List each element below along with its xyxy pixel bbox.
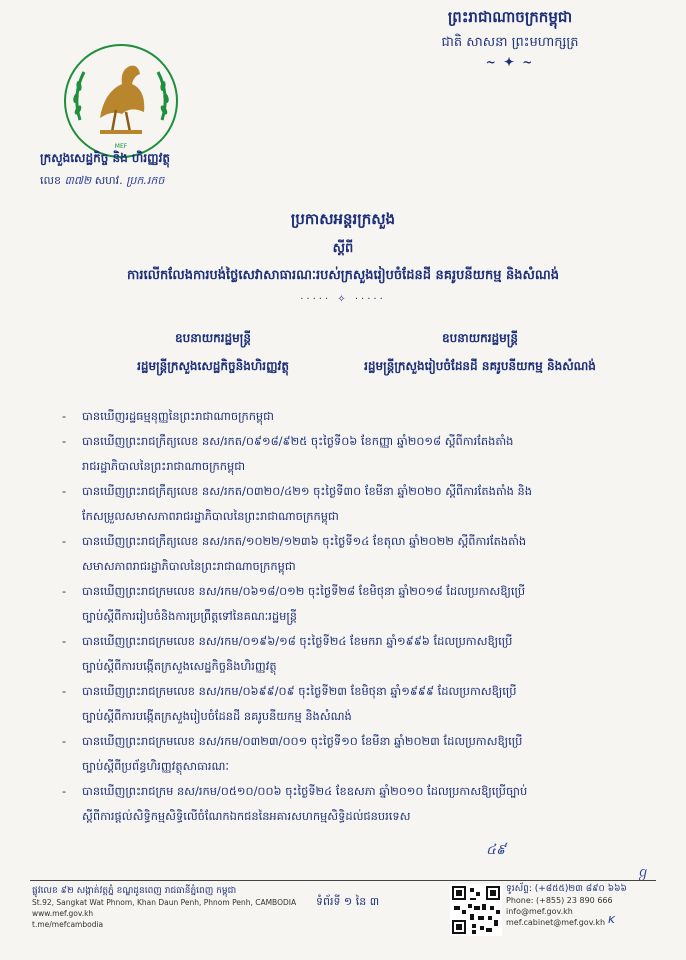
list-item-line: - បានឃើញព្រះរាជក្រមលេខ នស/រកម/០៦១៨/០១២ ចុះថ្ងៃទី២៨ ខែមិថុនា ឆ្នាំ២០១៨ ដែលប្រកាសឱ្យប្រើ bbox=[82, 584, 526, 598]
list-item bbox=[58, 479, 658, 529]
phone-kh: ទូរស័ព្ទ: (+៨៥៥)២៣ ៨៩០ ៦៦៦ bbox=[506, 884, 627, 894]
list-item bbox=[58, 404, 658, 429]
signer-left-title: រដ្ឋមន្ត្រីក្រសួងសេដ្ឋកិច្ចនិងហិរញ្ញវត្ថុ bbox=[137, 359, 289, 373]
footer-contact bbox=[506, 884, 676, 928]
list-item-line: - បានឃើញព្រះរាជក្រមលេខ នស/រកម/០៦៩៩/០៩ ចុះថ្ងៃទី២៣ ខែមិថុនា ឆ្នាំ១៩៩៩ ដែលប្រកាសឱ្យប្រើ bbox=[82, 684, 517, 698]
phone-en: Phone: (+855) 23 890 666 bbox=[506, 896, 613, 905]
title-block bbox=[0, 210, 686, 305]
svg-text:MEF: MEF bbox=[114, 143, 128, 150]
ministry-name: ក្រសួងសេដ្ឋកិច្ច និង ហិរញ្ញវត្ថុ bbox=[40, 151, 170, 165]
list-item bbox=[58, 679, 658, 729]
list-item-line: - បានឃើញព្រះរាជក្រម នស/រកម/០៥១០/០០៦ ចុះថ្ងៃទី២៤ ខែឧសភា ឆ្នាំ២០១០ ដែលប្រកាសឱ្យប្រើច្បាប់ bbox=[82, 784, 528, 798]
ministry-logo bbox=[60, 40, 182, 162]
list-item-line: រាជរដ្ឋាភិបាលនៃព្រះរាជាណាចក្រកម្ពុជា bbox=[82, 459, 246, 473]
email-cabinet-link[interactable]: mef.cabinet@mef.gov.kh bbox=[506, 918, 606, 927]
list-item bbox=[58, 629, 658, 679]
ref-label: លេខ bbox=[40, 174, 61, 187]
list-item bbox=[58, 429, 658, 479]
list-item bbox=[58, 779, 658, 829]
address-kh: ផ្លូវលេខ ៩២ សង្កាត់វត្តភ្នំ ខណ្ឌដូនពេញ រាជធានីភ្នំពេញ កម្ពុជា bbox=[32, 886, 237, 896]
header-ornament: ~ ✦ ~ bbox=[485, 55, 535, 69]
list-item-line: - បានឃើញព្រះរាជក្រមលេខ នស/រកម/០១៩៦/១៨ ចុះថ្ងៃទី២៤ ខែមករា ឆ្នាំ១៩៩៦ ដែលប្រកាសឱ្យប្រើ bbox=[82, 634, 513, 648]
ref-handwritten: ប្រក.រកច bbox=[126, 174, 165, 187]
signer-right-title: រដ្ឋមន្ត្រីក្រសួងរៀបចំដែនដី នគរូបនីយកម្ម និងសំណង់ bbox=[364, 359, 596, 373]
list-item-line: ច្បាប់ស្តីពីការបង្កើតក្រសួងសេដ្ឋកិច្ចនិងហិរញ្ញវត្ថុ bbox=[82, 659, 277, 673]
kingdom-header bbox=[360, 8, 660, 69]
list-item-line: ច្បាប់ស្តីពីការរៀបចំនិងការប្រព្រឹត្តទៅនៃគណៈរដ្ឋមន្ត្រី bbox=[82, 609, 297, 623]
document-about: ស្តីពី bbox=[332, 241, 354, 256]
document-type: ប្រកាសអន្តរក្រសួង bbox=[290, 210, 396, 228]
telegram-link[interactable]: t.me/mefcambodia bbox=[32, 920, 104, 929]
initial-signature-1: ៤៩ bbox=[486, 842, 506, 858]
title-ornament: ····· ✧ ····· bbox=[300, 294, 386, 305]
list-item-line: - បានឃើញព្រះរាជក្រឹត្យលេខ នស/រកត/១០២២/១២៣៦ ចុះថ្ងៃទី១៤ ខែតុលា ឆ្នាំ២០២២ ស្តីពីការតែងតាំង bbox=[82, 534, 527, 548]
list-item-line: - បានឃើញព្រះរាជក្រឹត្យលេខ នស/រកត/០៣២០/៤២១ ចុះថ្ងៃទី៣០ ខែមីនា ឆ្នាំ២០២០ ស្តីពីការតែងតាំង និង bbox=[82, 484, 532, 498]
considerations-list bbox=[58, 404, 658, 829]
list-item-line: - បានឃើញព្រះរាជក្រឹត្យលេខ នស/រកត/០៩១៨/៩២៥ ចុះថ្ងៃទី០៦ ខែកញ្ញា ឆ្នាំ២០១៨ ស្តីពីការតែងតាំង bbox=[82, 434, 514, 448]
page-number: ទំព័រទី ១ នៃ ៣ bbox=[316, 895, 380, 908]
list-item-line: កែសម្រួលសមាសភាពរាជរដ្ឋាភិបាលនៃព្រះរាជាណាចក្រកម្ពុជា bbox=[82, 509, 339, 523]
list-item-line: ច្បាប់ស្តីពីការបង្កើតក្រសួងរៀបចំដែនដី នគរូបនីយកម្ម និងសំណង់ bbox=[82, 709, 352, 723]
list-item-line: សមាសភាពរាជរដ្ឋាភិបាលនៃព្រះរាជាណាចក្រកម្ពុជា bbox=[82, 559, 296, 573]
footer-address bbox=[32, 886, 322, 930]
email-info-link[interactable]: info@mef.gov.kh bbox=[506, 907, 573, 916]
list-item bbox=[58, 579, 658, 629]
list-item-line: - បានឃើញរដ្ឋធម្មនុញ្ញនៃព្រះរាជាណាចក្រកម្ពុជា bbox=[82, 409, 274, 423]
document-subject: ការលើកលែងការបង់ថ្លៃសេវាសាធារណៈរបស់ក្រសួងរៀបចំដែនដី នគរូបនីយកម្ម និងសំណង់ bbox=[126, 268, 560, 283]
signer-left-rank: ឧបនាយករដ្ឋមន្ត្រី bbox=[175, 331, 251, 345]
reference-number bbox=[40, 174, 300, 190]
address-en: St.92, Sangkat Wat Phnom, Khan Daun Penh, Phnom Penh, CAMBODIA bbox=[32, 898, 297, 907]
list-item-line: ស្តីពីការផ្តល់សិទ្ធិកម្មសិទ្ធិលើចំណែកឯកជននៃអគារសហកម្មសិទ្ធិដល់ជនបរទេស bbox=[82, 809, 411, 823]
ref-suffix: សហវ. bbox=[94, 174, 123, 187]
initial-signature-2: ℊ bbox=[636, 865, 650, 881]
list-item bbox=[58, 529, 658, 579]
qr-code-icon bbox=[450, 884, 502, 936]
kingdom-motto: ជាតិ សាសនា ព្រះមហាក្សត្រ bbox=[441, 35, 579, 50]
list-item-line: ច្បាប់ស្តីពីប្រព័ន្ធហិរញ្ញវត្ថុសាធារណៈ bbox=[82, 759, 229, 773]
signer-right-rank: ឧបនាយករដ្ឋមន្ត្រី bbox=[442, 331, 518, 345]
list-item-line: - បានឃើញព្រះរាជក្រមលេខ នស/រកម/០៣២៣/០០១ ចុះថ្ងៃទី១០ ខែមីនា ឆ្នាំ២០២៣ ដែលប្រកាសឱ្យប្រើ bbox=[82, 734, 523, 748]
footer-divider bbox=[30, 880, 656, 881]
website-link[interactable]: www.mef.gov.kh bbox=[32, 909, 94, 918]
signer-right bbox=[300, 330, 660, 376]
ref-number: ៣៧២ bbox=[64, 174, 92, 187]
initial-signature-3: ᴋ bbox=[608, 912, 615, 926]
kingdom-title: ព្រះរាជាណាចក្រកម្ពុជា bbox=[447, 8, 573, 26]
list-item bbox=[58, 729, 658, 779]
